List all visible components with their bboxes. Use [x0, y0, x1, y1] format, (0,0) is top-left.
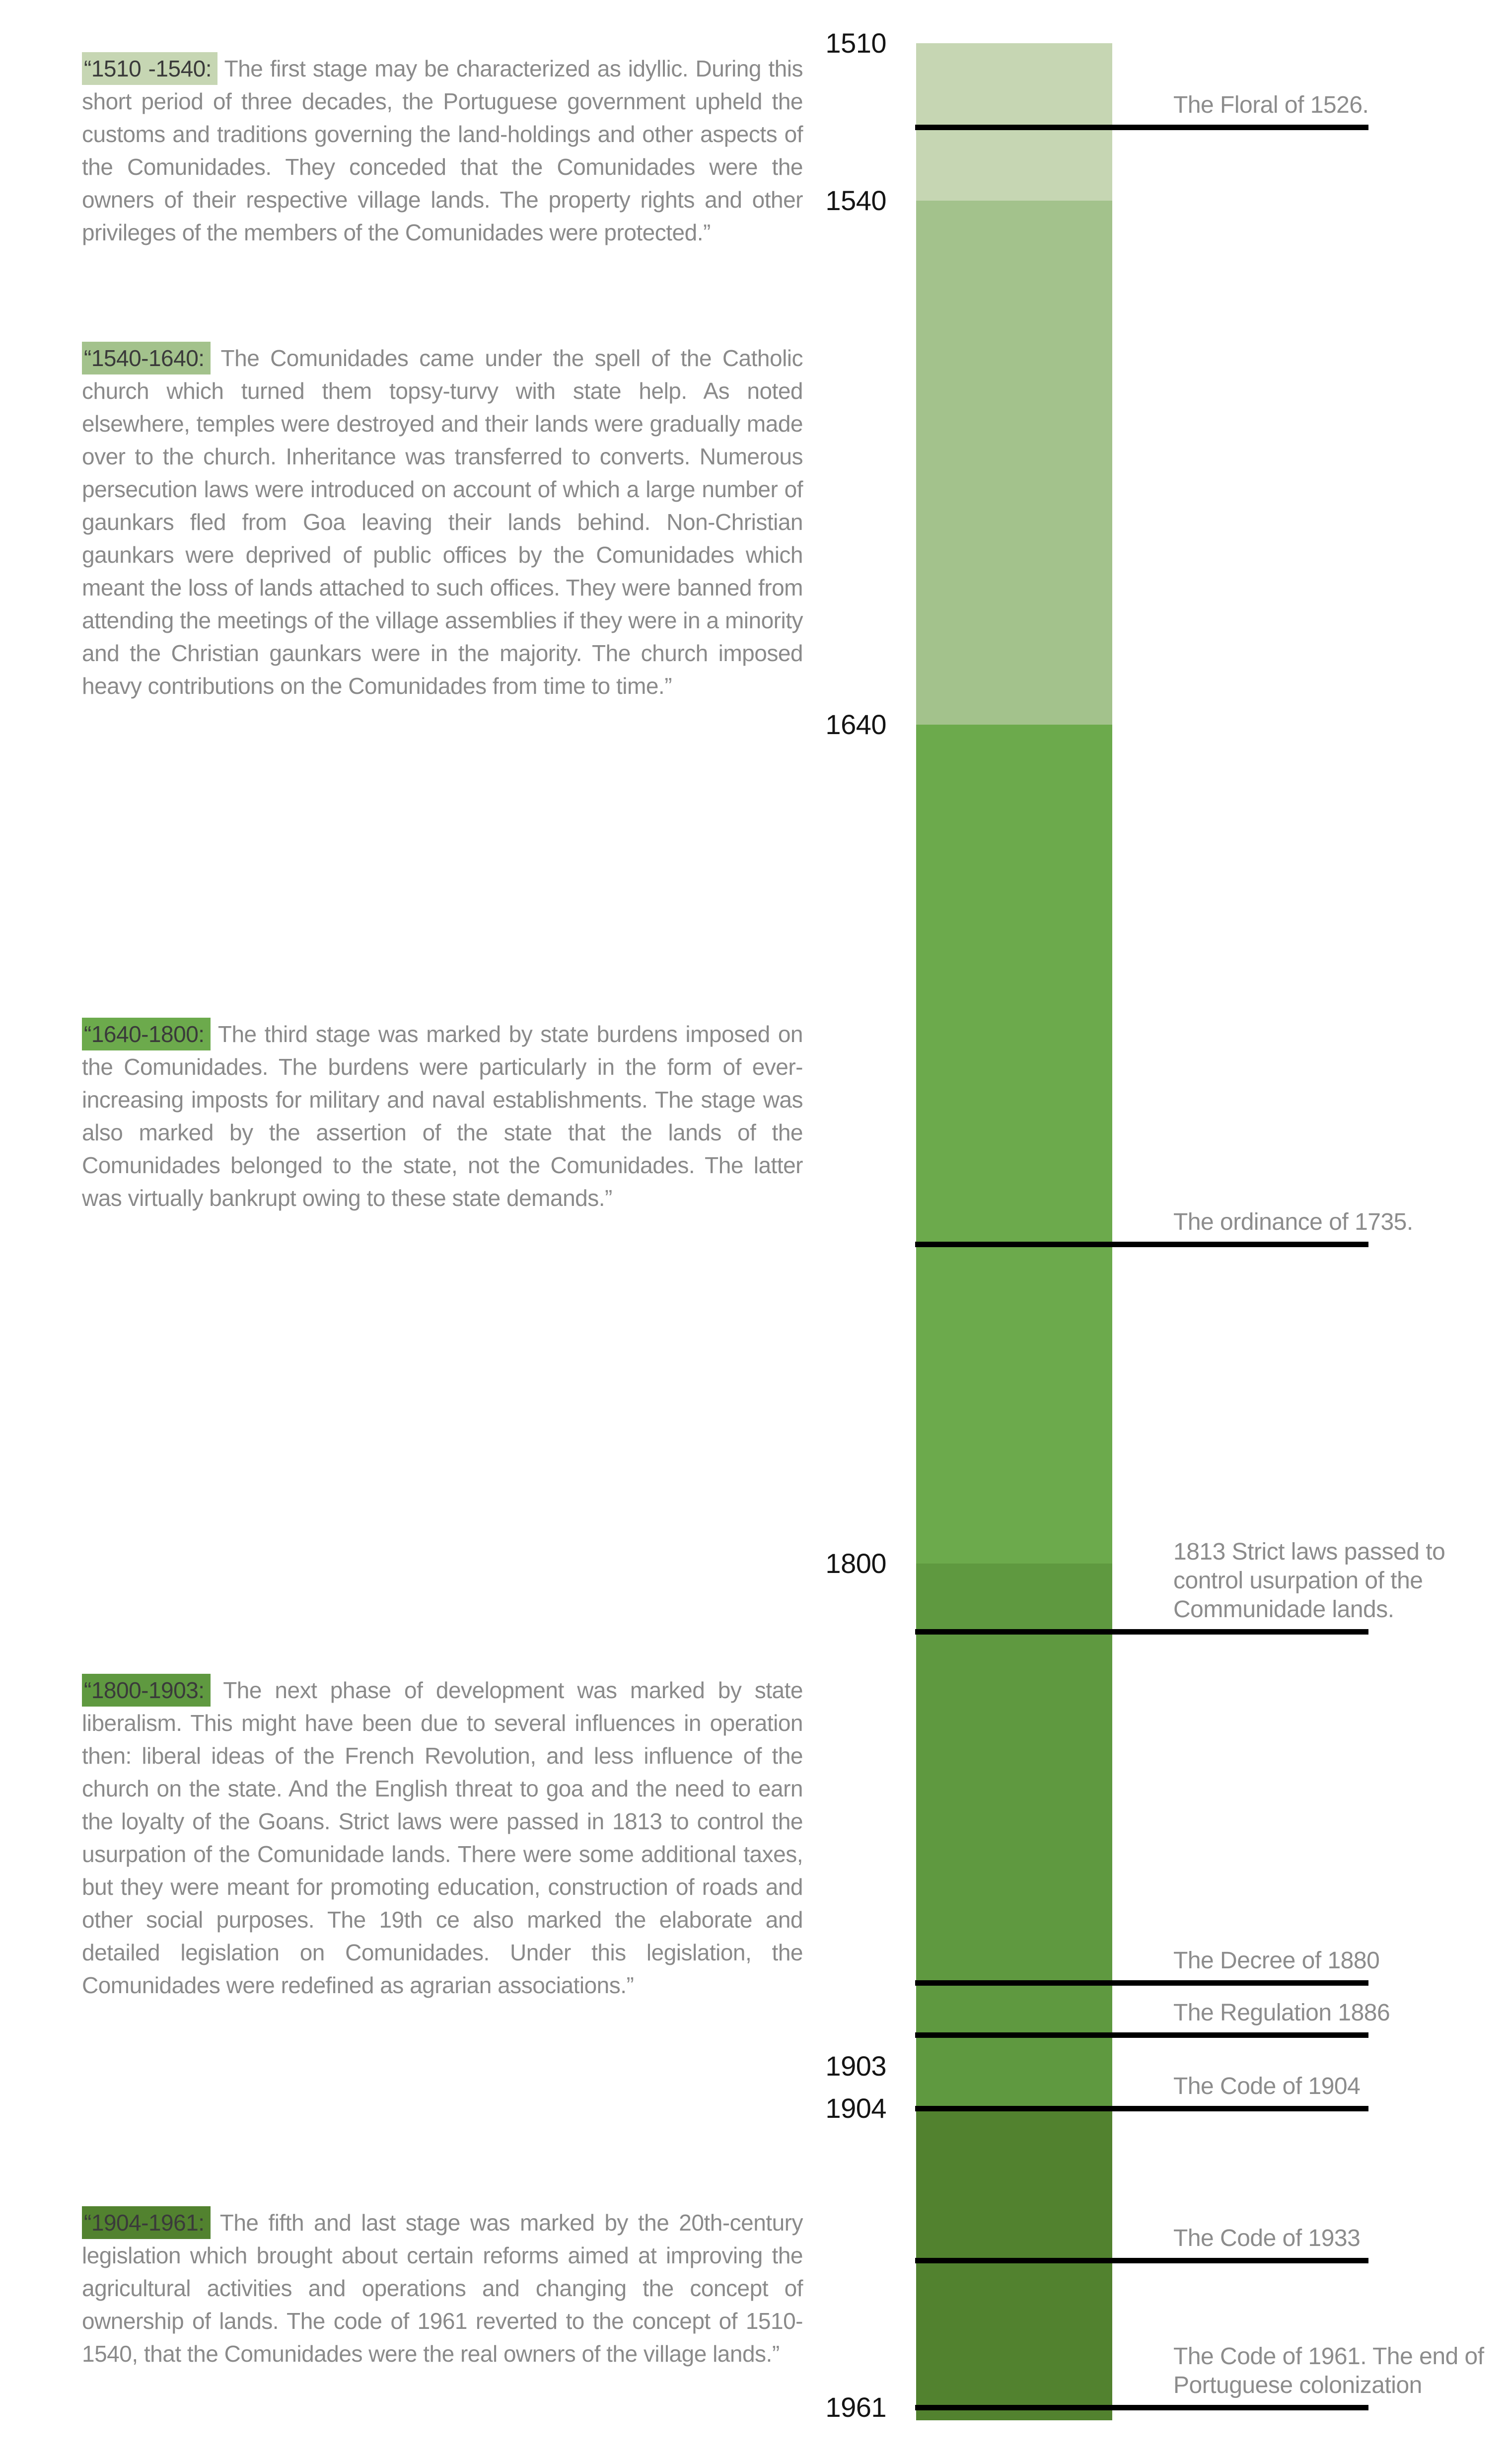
stage-2-period-highlight: “1540-1640:	[82, 342, 211, 374]
event-label-1880	[1173, 1946, 1379, 1975]
event-label-line: control usurpation of the	[1173, 1567, 1423, 1594]
timeline-segment-1510-1540	[916, 43, 1112, 201]
event-line-1813	[915, 1629, 1368, 1635]
event-line-1526	[915, 125, 1368, 130]
event-label-line: Communidade lands.	[1173, 1596, 1394, 1623]
event-label-1886	[1173, 1999, 1390, 2027]
stage-3-period-highlight: “1640-1800:	[82, 1018, 211, 1050]
year-label-1800: 1800	[825, 1547, 886, 1579]
stage-3-body-text: The third stage was marked by state burdens imposed on the Comunidades. The burdens were particularly in the form of ever-increasing imposts for military and naval establishments. The stage was also marked by the assertion of the state that the lands of the Comunidades belonged to the state, not the Comunidades. The latter was virtually bankrupt owing to these state demands.”	[82, 1021, 803, 1211]
event-label-1933	[1173, 2224, 1360, 2253]
event-label-1961	[1173, 2342, 1484, 2400]
event-label-1904	[1173, 2072, 1360, 2101]
stage-4-body-text: The next phase of development was marked by state liberalism. This might have been due to several influences in operation then: liberal ideas of the French Revolution, and less influence of the church on the state. And the English threat to goa and the need to earn the loyalty of the Goans. Strict laws were passed in 1813 to control the usurpation of the Comunidade lands. There were some additional taxes, but they were meant for promoting education, construction of roads and other social purposes. The 19th ce also marked the elaborate and detailed legislation on Comunidades. Under this legislation, the Comunidades were redefined as agrarian associations.”	[82, 1677, 803, 1998]
stage-4-period-highlight: “1800-1903:	[82, 1674, 211, 1707]
event-label-1735	[1173, 1208, 1413, 1237]
event-label-line: The Code of 1961. The end of	[1173, 2343, 1484, 2370]
event-line-1904	[915, 2106, 1368, 2111]
event-label-1813	[1173, 1538, 1445, 1624]
event-line-1933	[915, 2258, 1368, 2263]
stage-5-period-highlight: “1904-1961:	[82, 2206, 211, 2239]
timeline-segment-1640-1800	[916, 725, 1112, 1564]
event-label-line: The Floral of 1526.	[1173, 91, 1369, 118]
year-label-1903: 1903	[825, 2050, 886, 2082]
stage-1-body-text: The first stage may be characterized as idyllic. During this short period of three decades, the Portuguese government upheld the customs and traditions governing the land-holdings and other aspects of the Comunidades. They conceded that the Comunidades were the owners of their respective village lands. The property rights and other privileges of the members of the Comunidades were protected.”	[82, 56, 803, 245]
event-label-line: The ordinance of 1735.	[1173, 1208, 1413, 1235]
year-label-1540: 1540	[825, 184, 886, 216]
event-label-line: The Regulation 1886	[1173, 2000, 1390, 2026]
event-line-1735	[915, 1242, 1368, 1247]
event-label-line: 1813 Strict laws passed to	[1173, 1538, 1445, 1565]
event-line-1880	[915, 1980, 1368, 1986]
stage-1-period-highlight: “1510 -1540:	[82, 52, 217, 85]
year-label-1640: 1640	[825, 709, 886, 741]
event-label-1526	[1173, 91, 1368, 120]
year-label-1904: 1904	[825, 2092, 886, 2124]
timeline-segment-1800-1904	[916, 1564, 1112, 2109]
event-label-line: Portuguese colonization	[1173, 2372, 1422, 2398]
event-label-line: The Code of 1933	[1173, 2225, 1361, 2252]
event-line-1886	[915, 2032, 1368, 2038]
stage-2-body-text: The Comunidades came under the spell of the Catholic church which turned them topsy-turvy with state help. As noted elsewhere, temples were destroyed and their lands were gradually made over to the church. Inheritance was transferred to converts. Numerous persecution laws were introduced on account of which a large number of gaunkars fled from Goa leaving their lands behind. Non-Christian gaunkars were deprived of public offices by the Comunidades which meant the loss of lands attached to such offices. They were banned from attending the meetings of the village assemblies if they were in a minority and the Christian gaunkars were in the majority. The church imposed heavy contributions on the Comunidades from time to time.”	[82, 345, 803, 699]
event-label-line: The Code of 1904	[1173, 2073, 1361, 2100]
timeline-segment-1904-1961	[916, 2108, 1112, 2420]
timeline-segment-1540-1640	[916, 201, 1112, 725]
stage-5-body-text: The fifth and last stage was marked by the 20th-century legislation which brought about certain reforms aimed at improving the agricultural activities and operations and changing the concept of ownership of lands. The code of 1961 reverted to the concept of 1510-1540, that the Comunidades were the real owners of the village lands.”	[82, 2210, 803, 2367]
year-label-1961: 1961	[825, 2391, 886, 2423]
year-label-1510: 1510	[825, 27, 886, 59]
event-label-line: The Decree of 1880	[1173, 1947, 1380, 1974]
event-line-1961	[915, 2405, 1368, 2410]
